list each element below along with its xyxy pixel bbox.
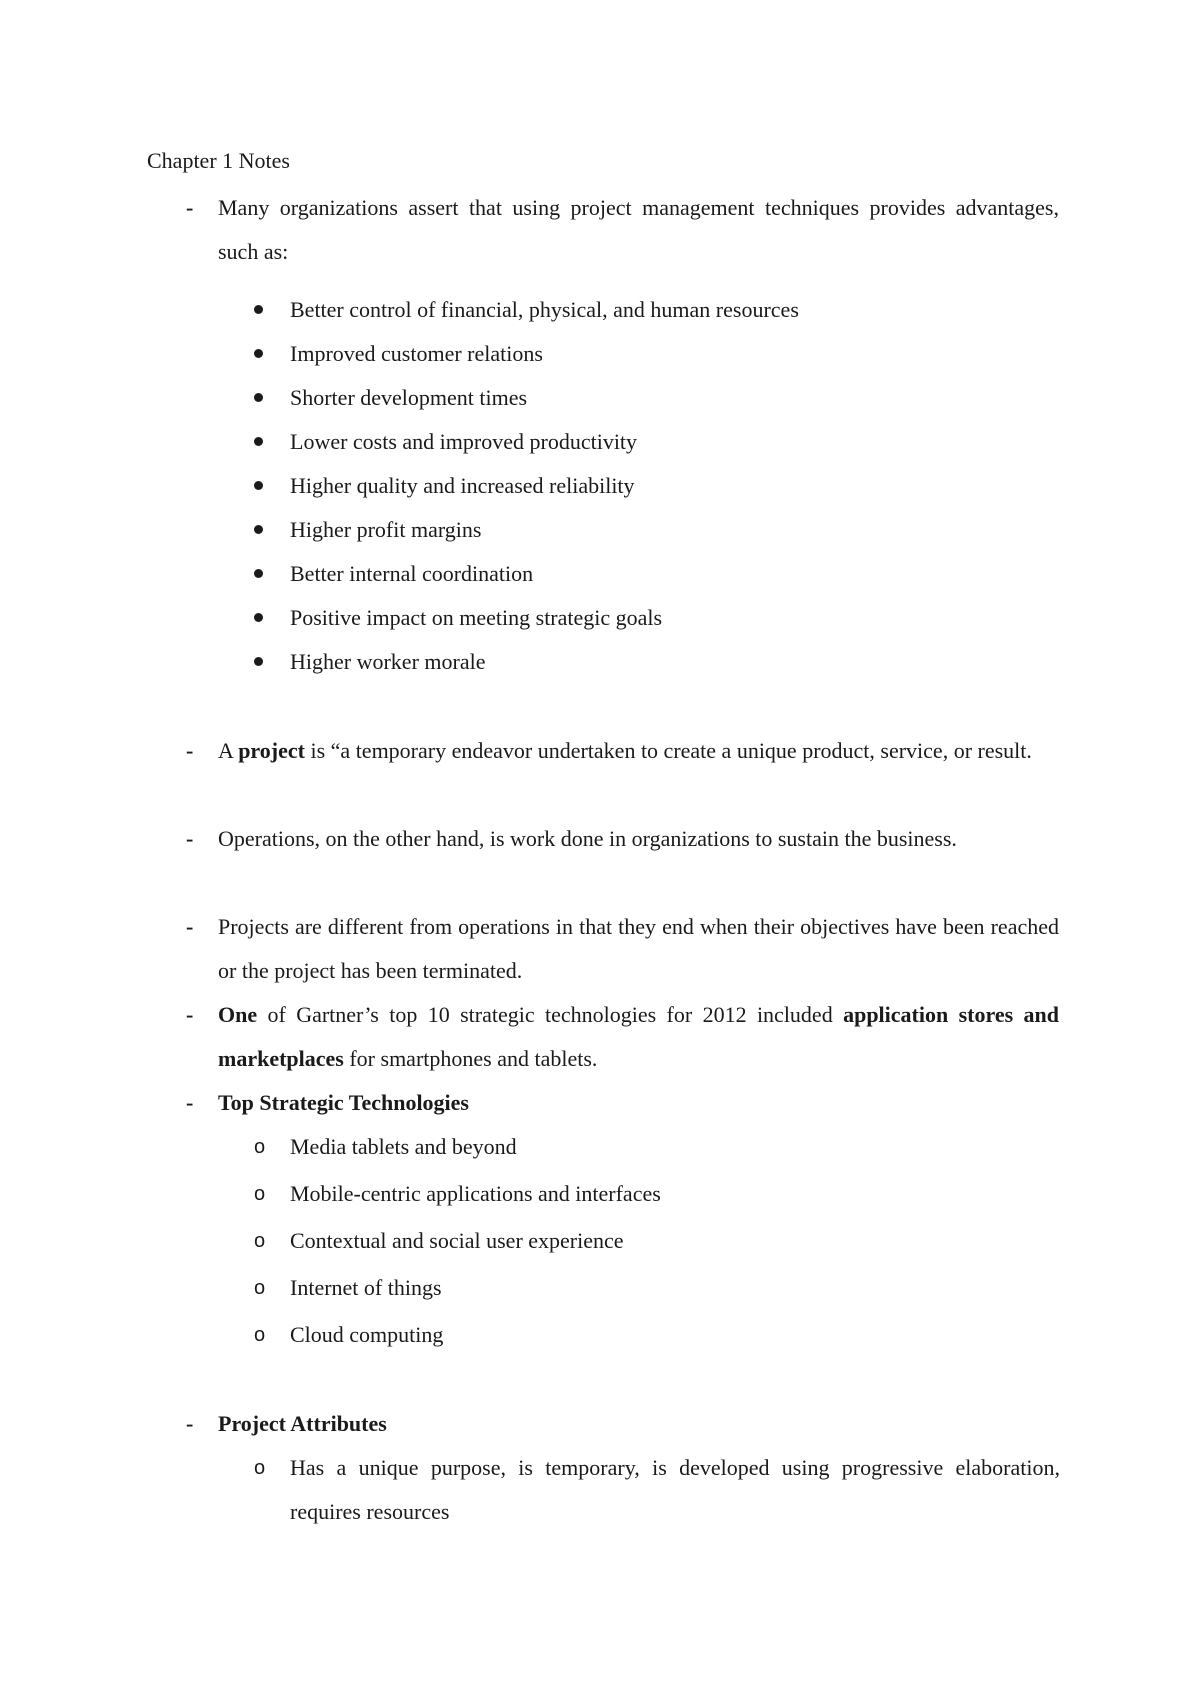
tech-text: Cloud computing	[290, 1322, 444, 1347]
attribute-text: Has a unique purpose, is temporary, is developed using progressive elaboration, requires resources	[290, 1455, 1060, 1524]
advantages-intro: Many organizations assert that using project management techniques provides advantages, such as:	[218, 195, 1059, 264]
bullet-icon	[254, 657, 263, 666]
advantage-text: Improved customer relations	[290, 341, 543, 366]
page-title: Chapter 1 Notes	[147, 148, 290, 173]
advantage-text: Lower costs and improved productivity	[290, 429, 638, 454]
bold-term: application stores and marketplaces	[218, 1002, 1060, 1071]
dash-marker: -	[186, 914, 194, 939]
section-heading	[218, 1402, 1059, 1446]
circle-bullet-icon: o	[254, 1324, 266, 1346]
circle-bullet-icon: o	[254, 1230, 266, 1252]
advantage-text: Higher profit margins	[290, 517, 482, 542]
bold-term: One	[218, 1002, 258, 1027]
text-span: A	[218, 738, 239, 763]
circle-bullet-icon: o	[254, 1183, 266, 1205]
dash-marker: -	[186, 826, 194, 851]
project-definition	[218, 729, 1059, 773]
circle-bullet-icon: o	[254, 1136, 266, 1158]
section-heading	[218, 1081, 1059, 1125]
operations-text: Operations, on the other hand, is work done in organizations to sustain the business.	[218, 826, 957, 851]
tech-text: Contextual and social user experience	[290, 1228, 624, 1253]
heading-text: Project Attributes	[218, 1411, 387, 1436]
circle-bullet-icon: o	[254, 1457, 266, 1479]
bullet-icon	[254, 393, 263, 402]
bullet-icon	[254, 525, 263, 534]
advantage-text: Better internal coordination	[290, 561, 534, 586]
gartner-text	[218, 993, 1059, 1081]
advantage-text: Positive impact on meeting strategic goals	[290, 605, 663, 630]
circle-bullet-icon: o	[254, 1277, 266, 1299]
text-span: for smartphones and tablets.	[343, 1046, 598, 1071]
bullet-icon	[254, 569, 263, 578]
dash-marker: -	[186, 1411, 194, 1436]
bullet-icon	[254, 481, 263, 490]
tech-text: Mobile-centric applications and interfaces	[290, 1181, 661, 1206]
projects-vs-operations-text: Projects are different from operations in that they end when their objectives have been reached or the project has been terminated.	[218, 914, 1059, 983]
advantage-text: Higher quality and increased reliability	[290, 473, 635, 498]
advantage-text: Shorter development times	[290, 385, 528, 410]
tech-text: Media tablets and beyond	[290, 1134, 517, 1159]
heading-text: Top Strategic Technologies	[218, 1090, 469, 1115]
bullet-icon	[254, 437, 263, 446]
bullet-icon	[254, 349, 263, 358]
text-span: of Gartner’s top 10 strategic technologies for 2012 included	[257, 1002, 844, 1027]
bullet-icon	[254, 613, 263, 622]
advantage-text: Better control of financial, physical, and human resources	[290, 297, 799, 322]
dash-marker: -	[186, 1002, 194, 1027]
bold-term: project	[238, 738, 305, 763]
dash-marker: -	[186, 1090, 194, 1115]
text-span: is “a temporary endeavor undertaken to create a unique product, service, or result.	[304, 738, 1032, 763]
bullet-icon	[254, 305, 263, 314]
dash-marker: -	[186, 738, 194, 763]
advantage-text: Higher worker morale	[290, 649, 486, 674]
tech-text: Internet of things	[290, 1275, 442, 1300]
dash-marker: -	[186, 195, 194, 220]
